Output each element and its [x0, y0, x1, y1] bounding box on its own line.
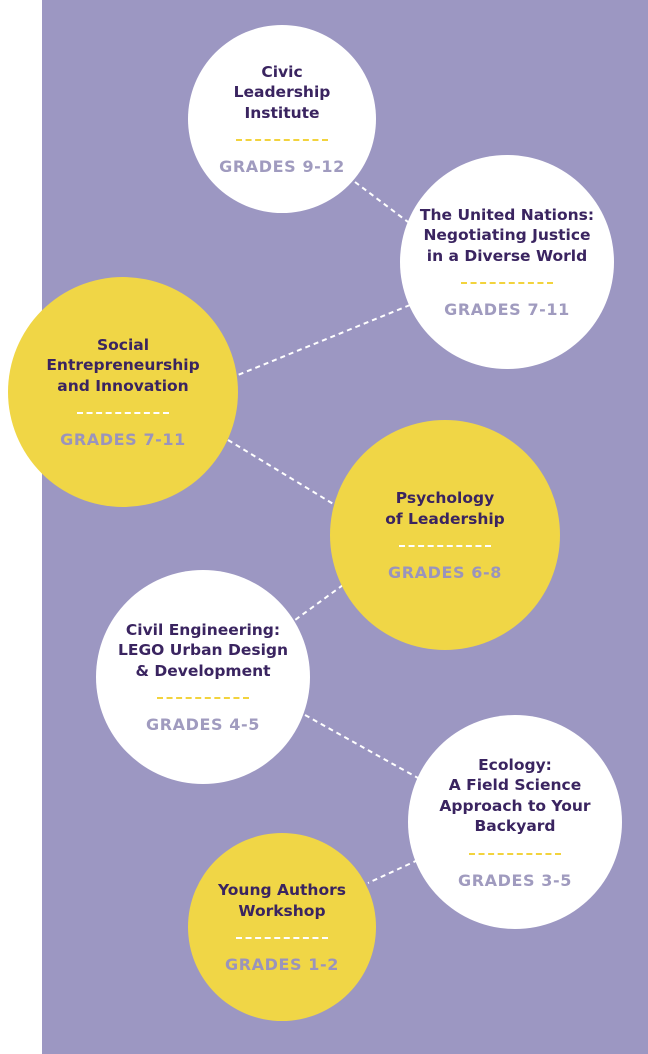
- program-node-young-authors[interactable]: [188, 833, 376, 1021]
- program-title: Ecology: A Field Science Approach to Your Backyard: [439, 755, 591, 835]
- divider-dashes: [236, 139, 328, 141]
- divider-dashes: [399, 545, 491, 547]
- program-grades: GRADES 1-2: [224, 955, 340, 974]
- divider-dashes: [157, 697, 249, 699]
- divider-dashes: [461, 282, 553, 284]
- program-grades: GRADES 6-8: [387, 563, 503, 582]
- program-title: Psychology of Leadership: [385, 489, 505, 528]
- program-node-social-entrepreneurship[interactable]: [8, 277, 238, 507]
- program-title: Social Entrepreneurship and Innovation: [46, 335, 200, 395]
- connector-un-to-social: [238, 305, 410, 375]
- program-grades: GRADES 4-5: [145, 715, 261, 735]
- program-node-ecology[interactable]: [408, 715, 622, 929]
- program-node-civic-leadership[interactable]: [188, 25, 376, 213]
- program-node-united-nations[interactable]: [400, 155, 614, 369]
- connector-civic-to-un: [355, 182, 408, 222]
- program-node-psychology-of-leadership[interactable]: [330, 420, 560, 650]
- divider-dashes: [77, 412, 169, 414]
- divider-dashes: [236, 937, 328, 939]
- program-title: Civil Engineering: LEGO Urban Design & Development: [117, 620, 289, 680]
- program-grades: GRADES 7-11: [60, 430, 186, 450]
- connector-ecology-to-authors: [368, 860, 418, 883]
- program-title: Civic Leadership Institute: [233, 62, 331, 122]
- connector-psychology-to-civil: [295, 585, 343, 620]
- program-grades: GRADES 7-11: [444, 300, 570, 320]
- program-node-civil-engineering[interactable]: [96, 570, 310, 784]
- divider-dashes: [469, 853, 561, 855]
- program-grades: GRADES 3-5: [457, 870, 573, 890]
- connector-social-to-psychology: [228, 440, 335, 505]
- program-title: Young Authors Workshop: [217, 881, 346, 920]
- program-grades: GRADES 9-12: [219, 157, 345, 177]
- program-title: The United Nations: Negotiating Justice in a Diverse World: [419, 205, 595, 265]
- connector-civil-to-ecology: [305, 715, 418, 778]
